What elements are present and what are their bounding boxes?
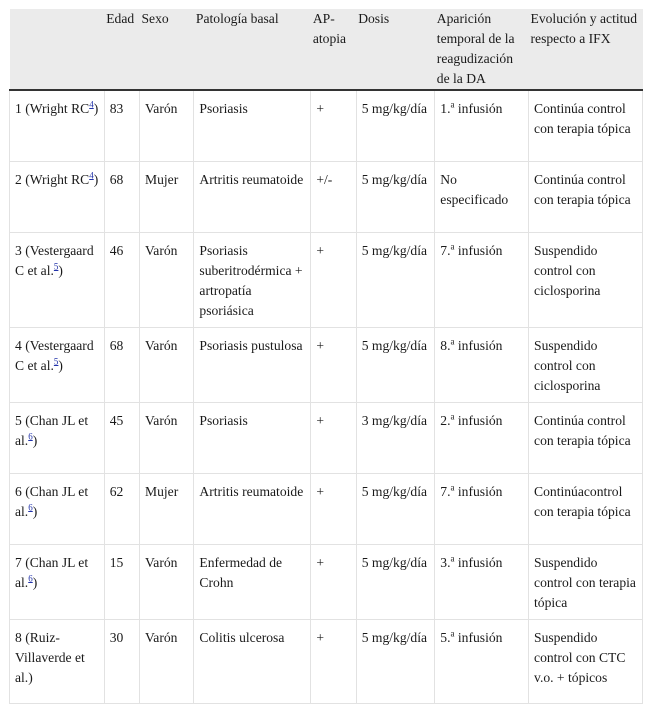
cell-case: 6 (Chan JL et al.$^6$) — [10, 473, 105, 544]
cell-dose: 5 mg/kg/día — [356, 161, 435, 232]
header-pathology: Patología basal — [194, 9, 311, 90]
cell-pathology: Psoriasis — [194, 402, 311, 473]
table-row — [10, 327, 643, 402]
header-atopy: AP-atopia — [311, 9, 356, 90]
reference-link[interactable]: 4 — [89, 169, 94, 180]
cell-age: 83 — [104, 90, 139, 161]
cell-age: 15 — [104, 544, 139, 619]
reference-link[interactable]: 6 — [28, 430, 33, 441]
cell-dose: 5 mg/kg/día — [356, 232, 435, 327]
cell-pathology: Psoriasis — [194, 90, 311, 161]
cell-pathology: Artritis reumatoide — [194, 161, 311, 232]
cell-evolution: Suspendido control con ciclosporina — [529, 327, 643, 402]
cell-pathology: Artritis reumatoide — [194, 473, 311, 544]
cell-onset: No especificado — [435, 161, 529, 232]
table-row — [10, 90, 643, 161]
cell-evolution: Suspendido control con ciclosporina — [529, 232, 643, 327]
reference-link[interactable]: 5 — [53, 260, 59, 271]
cell-dose: 5 mg/kg/día — [356, 327, 435, 402]
cell-sex: Varón — [140, 327, 194, 402]
cell-evolution: Continúa control con terapia tópica — [529, 161, 643, 232]
cell-age: 30 — [104, 619, 139, 703]
table-row — [10, 619, 643, 703]
table-row — [10, 473, 643, 544]
cell-atopy: + — [311, 232, 356, 327]
cell-onset: 5.$^a$ infusión — [435, 619, 529, 703]
cell-case: 7 (Chan JL et al.$^6$) — [10, 544, 105, 619]
header-sex: Sexo — [140, 9, 194, 90]
cell-atopy: +/- — [311, 161, 356, 232]
cell-evolution: Suspendido control con terapia tópica — [529, 544, 643, 619]
cell-atopy: + — [311, 402, 356, 473]
cell-evolution: Suspendido control con CTC v.o. + tópicos — [529, 619, 643, 703]
table-row — [10, 232, 643, 327]
cell-evolution: Continúa control con terapia tópica — [529, 402, 643, 473]
cell-dose: 5 mg/kg/día — [356, 619, 435, 703]
cell-atopy: + — [311, 327, 356, 402]
cell-evolution: Continúa control con terapia tópica — [529, 90, 643, 161]
header-case — [10, 9, 105, 90]
cell-sex: Varón — [140, 619, 194, 703]
cell-sex: Varón — [140, 90, 194, 161]
cell-age: 46 — [104, 232, 139, 327]
cell-pathology: Psoriasis suberitrodérmica + artropatía psoriásica — [194, 232, 311, 327]
cell-sex: Mujer — [140, 161, 194, 232]
header-evolution: Evolución y actitud respecto a IFX — [529, 9, 643, 90]
cell-case: 2 (Wright RC$^4$) — [10, 161, 105, 232]
cell-case: 8 (Ruiz-Villaverde et al.) — [10, 619, 105, 703]
table-row — [10, 161, 643, 232]
cell-dose: 5 mg/kg/día — [356, 544, 435, 619]
cell-case: 1 (Wright RC$^4$) — [10, 90, 105, 161]
table-row — [10, 544, 643, 619]
cell-pathology: Enfermedad de Crohn — [194, 544, 311, 619]
cell-onset: 8.$^a$ infusión — [435, 327, 529, 402]
cell-case: 4 (Vestergaard C et al.$^5$) — [10, 327, 105, 402]
reference-link[interactable]: 6 — [28, 501, 33, 512]
cell-pathology: Colitis ulcerosa — [194, 619, 311, 703]
header-onset: Aparición temporal de la reagudización de la DA — [435, 9, 529, 90]
table-header-row — [10, 9, 643, 90]
cell-onset: 3.$^a$ infusión — [435, 544, 529, 619]
header-age: Edad — [104, 9, 139, 90]
header-dose: Dosis — [356, 9, 435, 90]
case-table — [9, 9, 643, 704]
cell-age: 68 — [104, 161, 139, 232]
cell-onset: 7.$^a$ infusión — [435, 473, 529, 544]
cell-sex: Varón — [140, 544, 194, 619]
cell-onset: 7.$^a$ infusión — [435, 232, 529, 327]
cell-sex: Mujer — [140, 473, 194, 544]
cell-case: 3 (Vestergaard C et al.$^5$) — [10, 232, 105, 327]
reference-link[interactable]: 4 — [89, 99, 94, 110]
cell-pathology: Psoriasis pustulosa — [194, 327, 311, 402]
cell-age: 45 — [104, 402, 139, 473]
cell-atopy: + — [311, 619, 356, 703]
cell-dose: 5 mg/kg/día — [356, 473, 435, 544]
cell-dose: 5 mg/kg/día — [356, 90, 435, 161]
cell-onset: 1.$^a$ infusión — [435, 90, 529, 161]
cell-sex: Varón — [140, 402, 194, 473]
reference-link[interactable]: 5 — [53, 355, 59, 366]
cell-age: 68 — [104, 327, 139, 402]
cell-dose: 3 mg/kg/día — [356, 402, 435, 473]
cell-atopy: + — [311, 473, 356, 544]
cell-case: 5 (Chan JL et al.$^6$) — [10, 402, 105, 473]
cell-onset: 2.$^a$ infusión — [435, 402, 529, 473]
cell-sex: Varón — [140, 232, 194, 327]
cell-atopy: + — [311, 90, 356, 161]
cell-age: 62 — [104, 473, 139, 544]
reference-link[interactable]: 6 — [28, 572, 33, 583]
table-row — [10, 402, 643, 473]
cell-evolution: Continúacontrol con terapia tópica — [529, 473, 643, 544]
cell-atopy: + — [311, 544, 356, 619]
